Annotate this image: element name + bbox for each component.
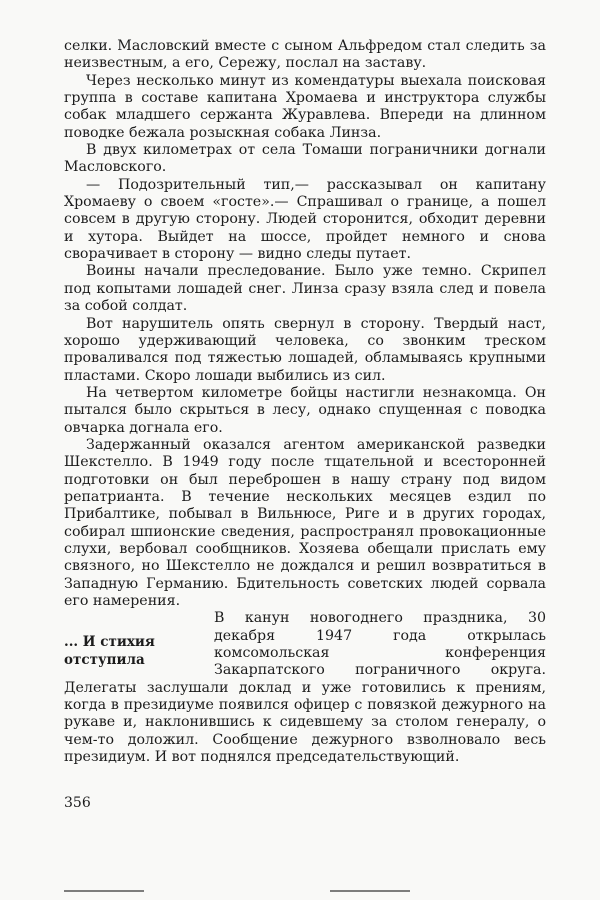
paragraph: — Подозрительный тип,— рассказывал он капитану Хромаеву о своем «госте».— Спрашивал о границе, а пошел совсем в другую сторону. Людей сторонится, обходит деревни и хутора. Выйдет на шоссе, пройдет немного и снова сворачивает в сторону — видно следы путает.	[64, 176, 546, 263]
body-text	[64, 38, 546, 766]
paragraph: Вот нарушитель опять свернул в сторону. Твердый наст, хорошо удерживающий человека, со звонким треском проваливался под тяжестью лошадей, обламываясь крупными пластами. Скоро лошади выбились из сил.	[64, 315, 546, 384]
paragraph: Через несколько минут из комендатуры выехала поисковая группа в составе капитана Хромаева и инструктора службы собак младшего сержанта Журавлева. Впереди на длинном поводке бежала розыскная собака Линза.	[64, 72, 546, 141]
bottom-rule	[64, 890, 144, 892]
section-paragraph: В канун новогоднего праздника, 30 декабря 1947 года открылась комсомольская конференция Закарпатского пограничного округа. Делегаты заслушали доклад и уже готовились к прениям, когда в президиуме появился офицер с повязкой дежурного на рукаве и, наклонившись к сидевшему за столом генералу, о чем-то доложил. Сообщение дежурного взволновало весь президиум. И вот поднялся председательствующий.	[64, 610, 546, 766]
paragraph: Воины начали преследование. Было уже темно. Скрипел под копытами лошадей снег. Линза сразу взяла след и повела за собой солдат.	[64, 263, 546, 315]
section	[64, 610, 546, 766]
paragraph: селки. Масловский вместе с сыном Альфредом стал следить за неизвестным, а его, Сережу, послал на заставу.	[64, 38, 546, 72]
paragraph: В двух километрах от села Томаши пограничники догнали Масловского.	[64, 142, 546, 176]
page-number: 356	[64, 795, 91, 811]
bottom-rule	[330, 890, 410, 892]
section-heading: ... И стихия отступила	[64, 634, 155, 668]
paragraph: На четвертом километре бойцы настигли незнакомца. Он пытался было скрыться в лесу, однако спущенная с поводка овчарка догнала его.	[64, 384, 546, 436]
paragraph: Задержанный оказался агентом американской разведки Шекстелло. В 1949 году после тщательной и всесторонней подготовки он был переброшен в нашу страну под видом репатрианта. В течение нескольких месяцев ездил по Прибалтике, побывал в Вильнюсе, Риге и в других городах, собирал шпионские сведения, распространял провокационные слухи, вербовал сообщников. Хозяева обещали прислать ему связного, но Шекстелло не дождался и решил возвратиться в Западную Германию. Бдительность советских людей сорвала его намерения.	[64, 436, 546, 609]
